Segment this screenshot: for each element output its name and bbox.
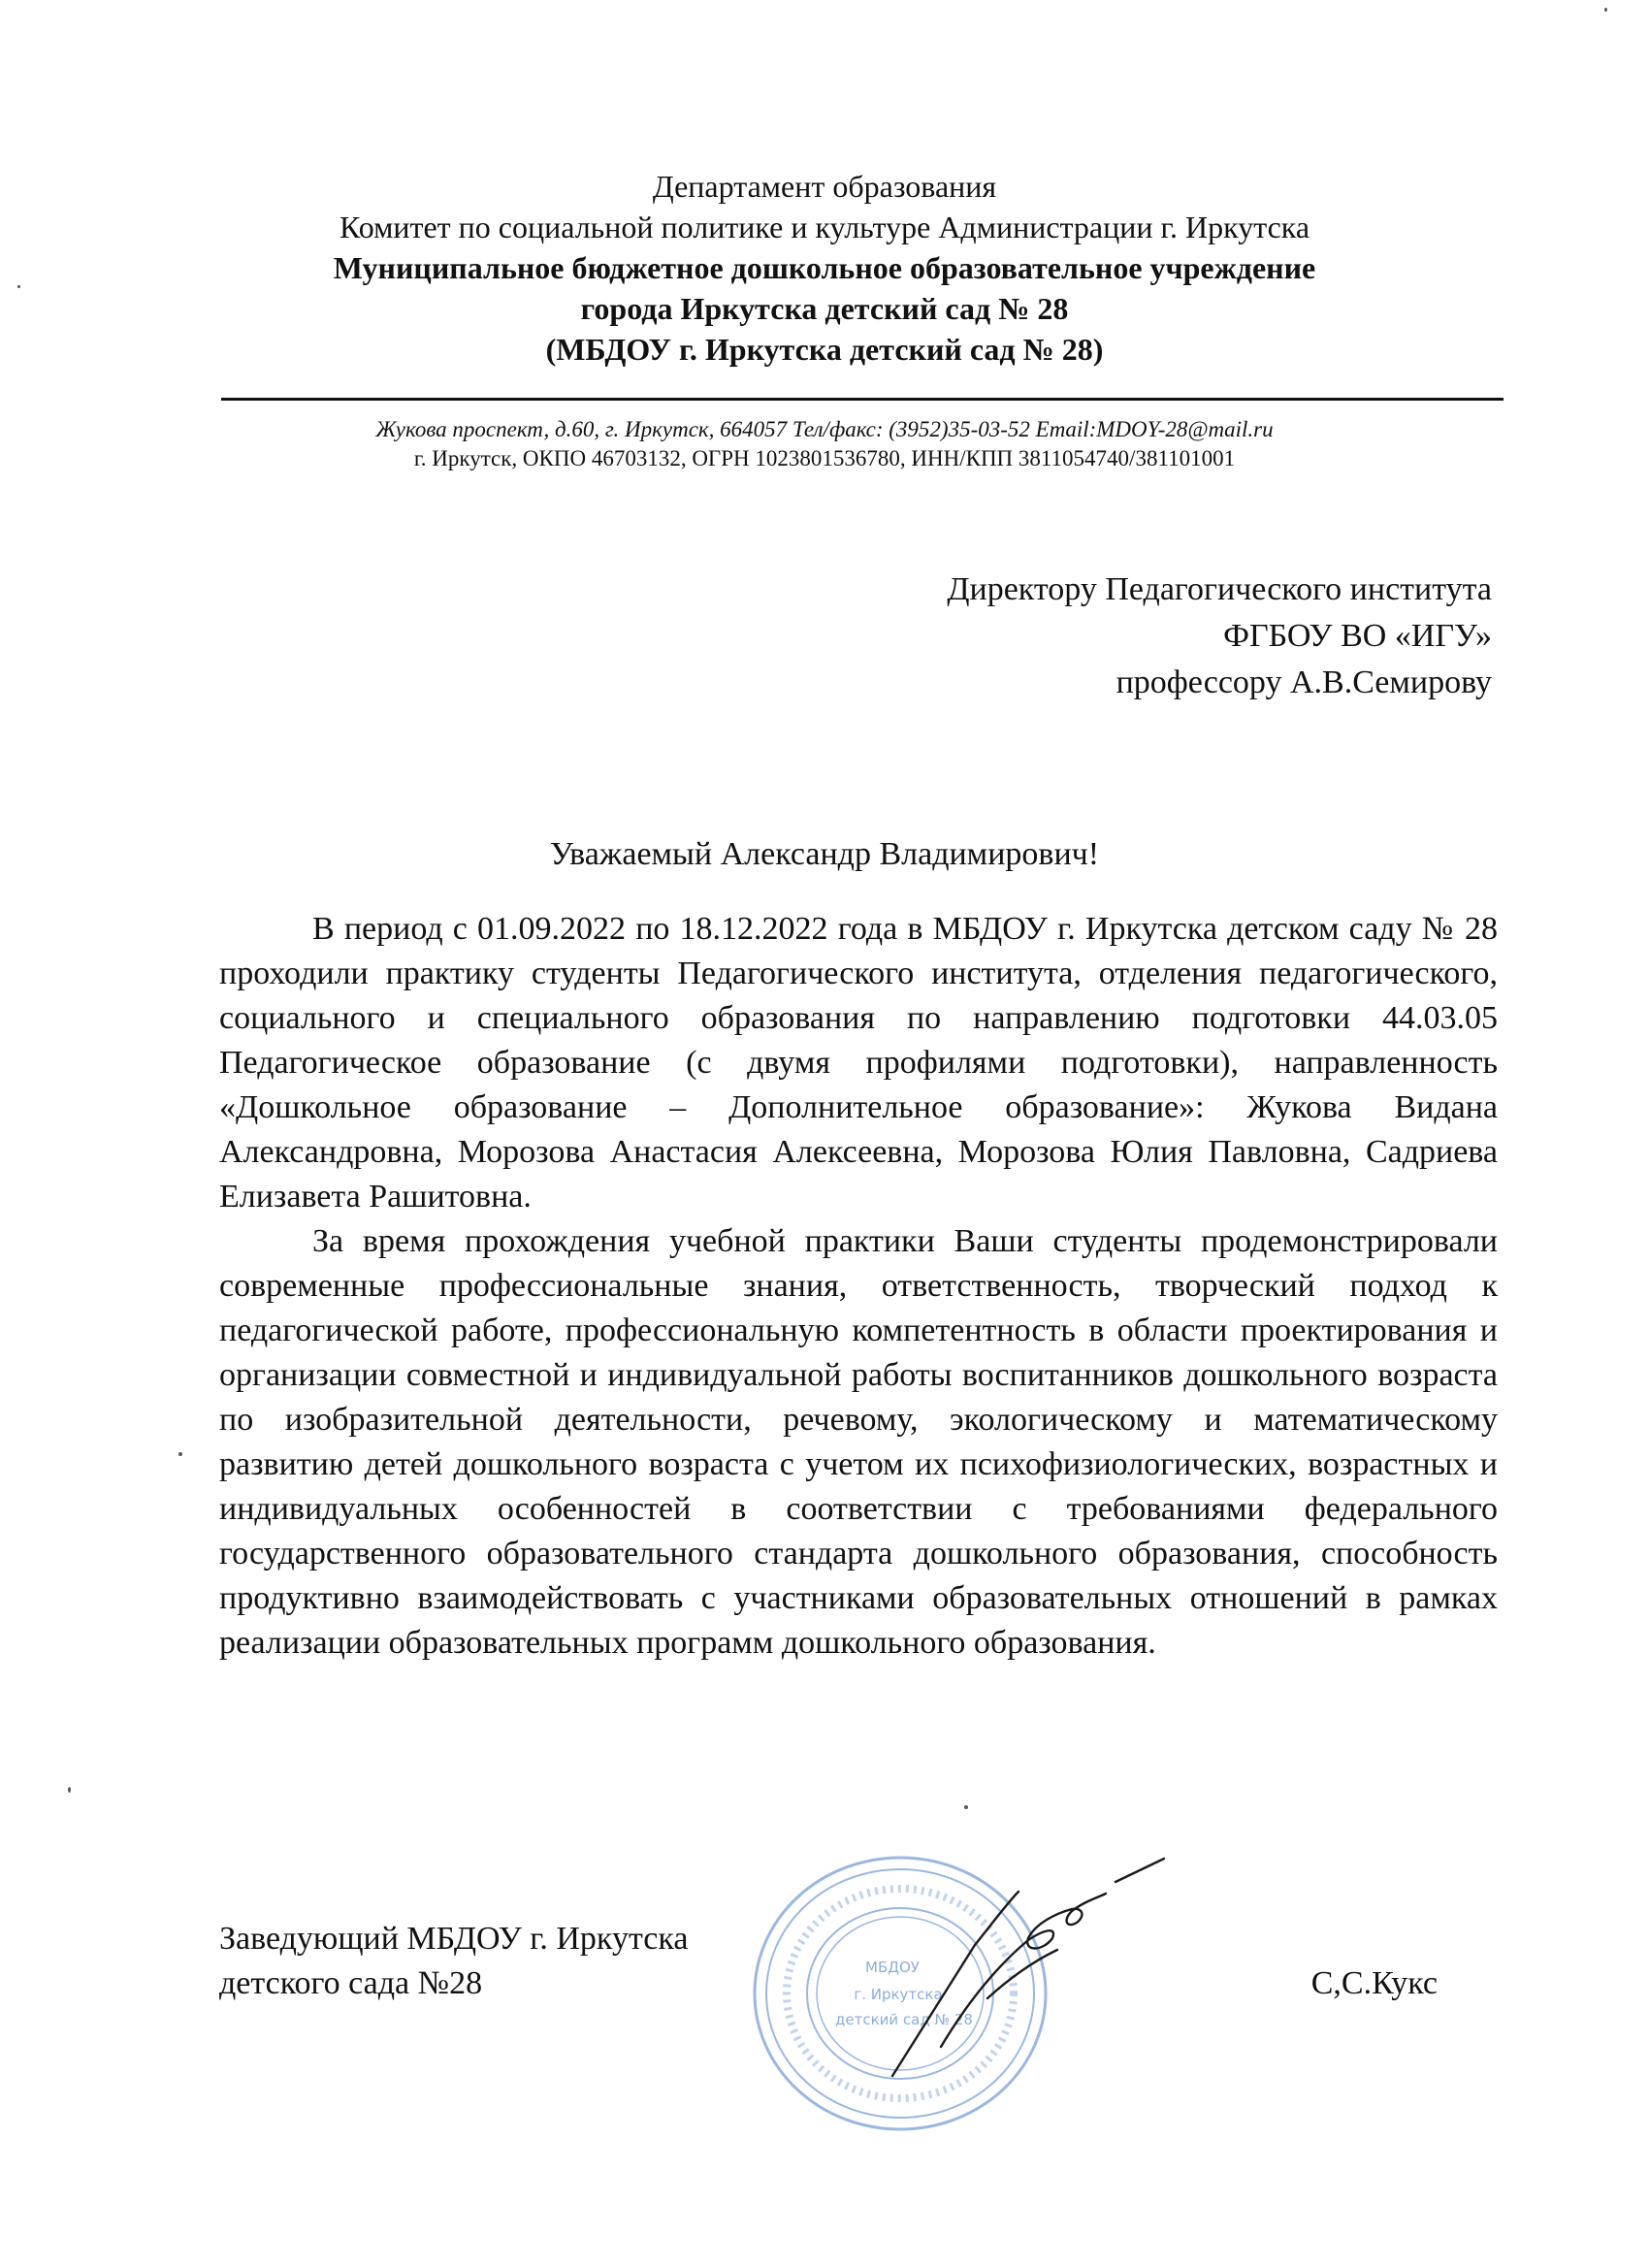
scan-speck [1604, 8, 1607, 12]
stamp-center-line2: г. Иркутска [854, 1986, 943, 2003]
letter-body [219, 907, 1498, 1666]
greeting: Уважаемый Александр Владимирович! [549, 836, 1100, 872]
signatory-name: С,С.Кукс [1310, 1965, 1438, 2001]
contact-address-line: Жукова проспект, д.60, г. Иркутск, 664057 Тел/факс: (3952)35-03-52 Email:MDOY-28@mail.ru [375, 417, 1274, 441]
recipient-line1: Директору Педагогического института [947, 571, 1492, 607]
scan-speck [178, 1452, 182, 1456]
institution-name-line2: города Иркутска детский сад № 28 [580, 291, 1069, 326]
scan-speck [964, 1805, 968, 1809]
signatory-position-line2: детского сада №28 [219, 1965, 483, 2001]
scan-speck [17, 285, 20, 288]
institution-name-line1: Муниципальное бюджетное дошкольное образовательное учреждение [333, 250, 1316, 285]
committee-line: Комитет по социальной политике и культуре Администрации г. Иркутска [339, 210, 1310, 244]
scan-speck [68, 1787, 71, 1793]
institution-short-name: (МБДОУ г. Иркутска детский сад № 28) [545, 332, 1104, 367]
body-paragraph-1: В период с 01.09.2022 по 18.12.2022 года в МБДОУ г. Иркутска детском саду № 28 проходили практику студенты Педагогического института, отделения педагогического, социального и специального образования по направлению подготовки 44.03.05 Педагогическое образование (с двумя профилями подготовки), направленность «Дошкольное образование – Дополнительное образование»: Жукова Видана Александровна, Морозова Анастасия Алексеевна, Морозова Юлия Павловна, Садриева Елизавета Рашитовна. [219, 911, 1498, 1215]
header-divider [221, 398, 1504, 401]
recipient-line3: профессору А.В.Семирову [1116, 664, 1492, 700]
handwritten-signature [873, 1853, 1193, 2086]
stamp-center-line3: детский сад № 28 [835, 2011, 973, 2028]
signatory-position-line1: Заведующий МБДОУ г. Иркутска [219, 1921, 689, 1957]
stamp-center-line1: МБДОУ [865, 1959, 920, 1976]
recipient-line2: ФГБОУ ВО «ИГУ» [1223, 618, 1492, 654]
department-line: Департамент образования [652, 169, 997, 204]
registration-details-line: г. Иркутск, ОКПО 46703132, ОГРН 1023801536780, ИНН/КПП 3811054740/381101001 [413, 446, 1236, 470]
body-paragraph-2: За время прохождения учебной практики Ваши студенты продемонстрировали современные профессиональные знания, ответственность, творческий подход к педагогической работе, профессиональную компетентность в области проектирования и организации совместной и индивидуальной работы воспитанников дошкольного возраста по изобразительной деятельности, речевому, экологическому и математическому развитию детей дошкольного возраста с учетом их психофизиологических, возрастных и индивидуальных особенностей в соответствии с требованиями федерального государственного образовательного стандарта дошкольного образования, способность продуктивно взаимодействовать с участниками образовательных отношений в рамках реализации образовательных программ дошкольного образования. [219, 1223, 1498, 1661]
